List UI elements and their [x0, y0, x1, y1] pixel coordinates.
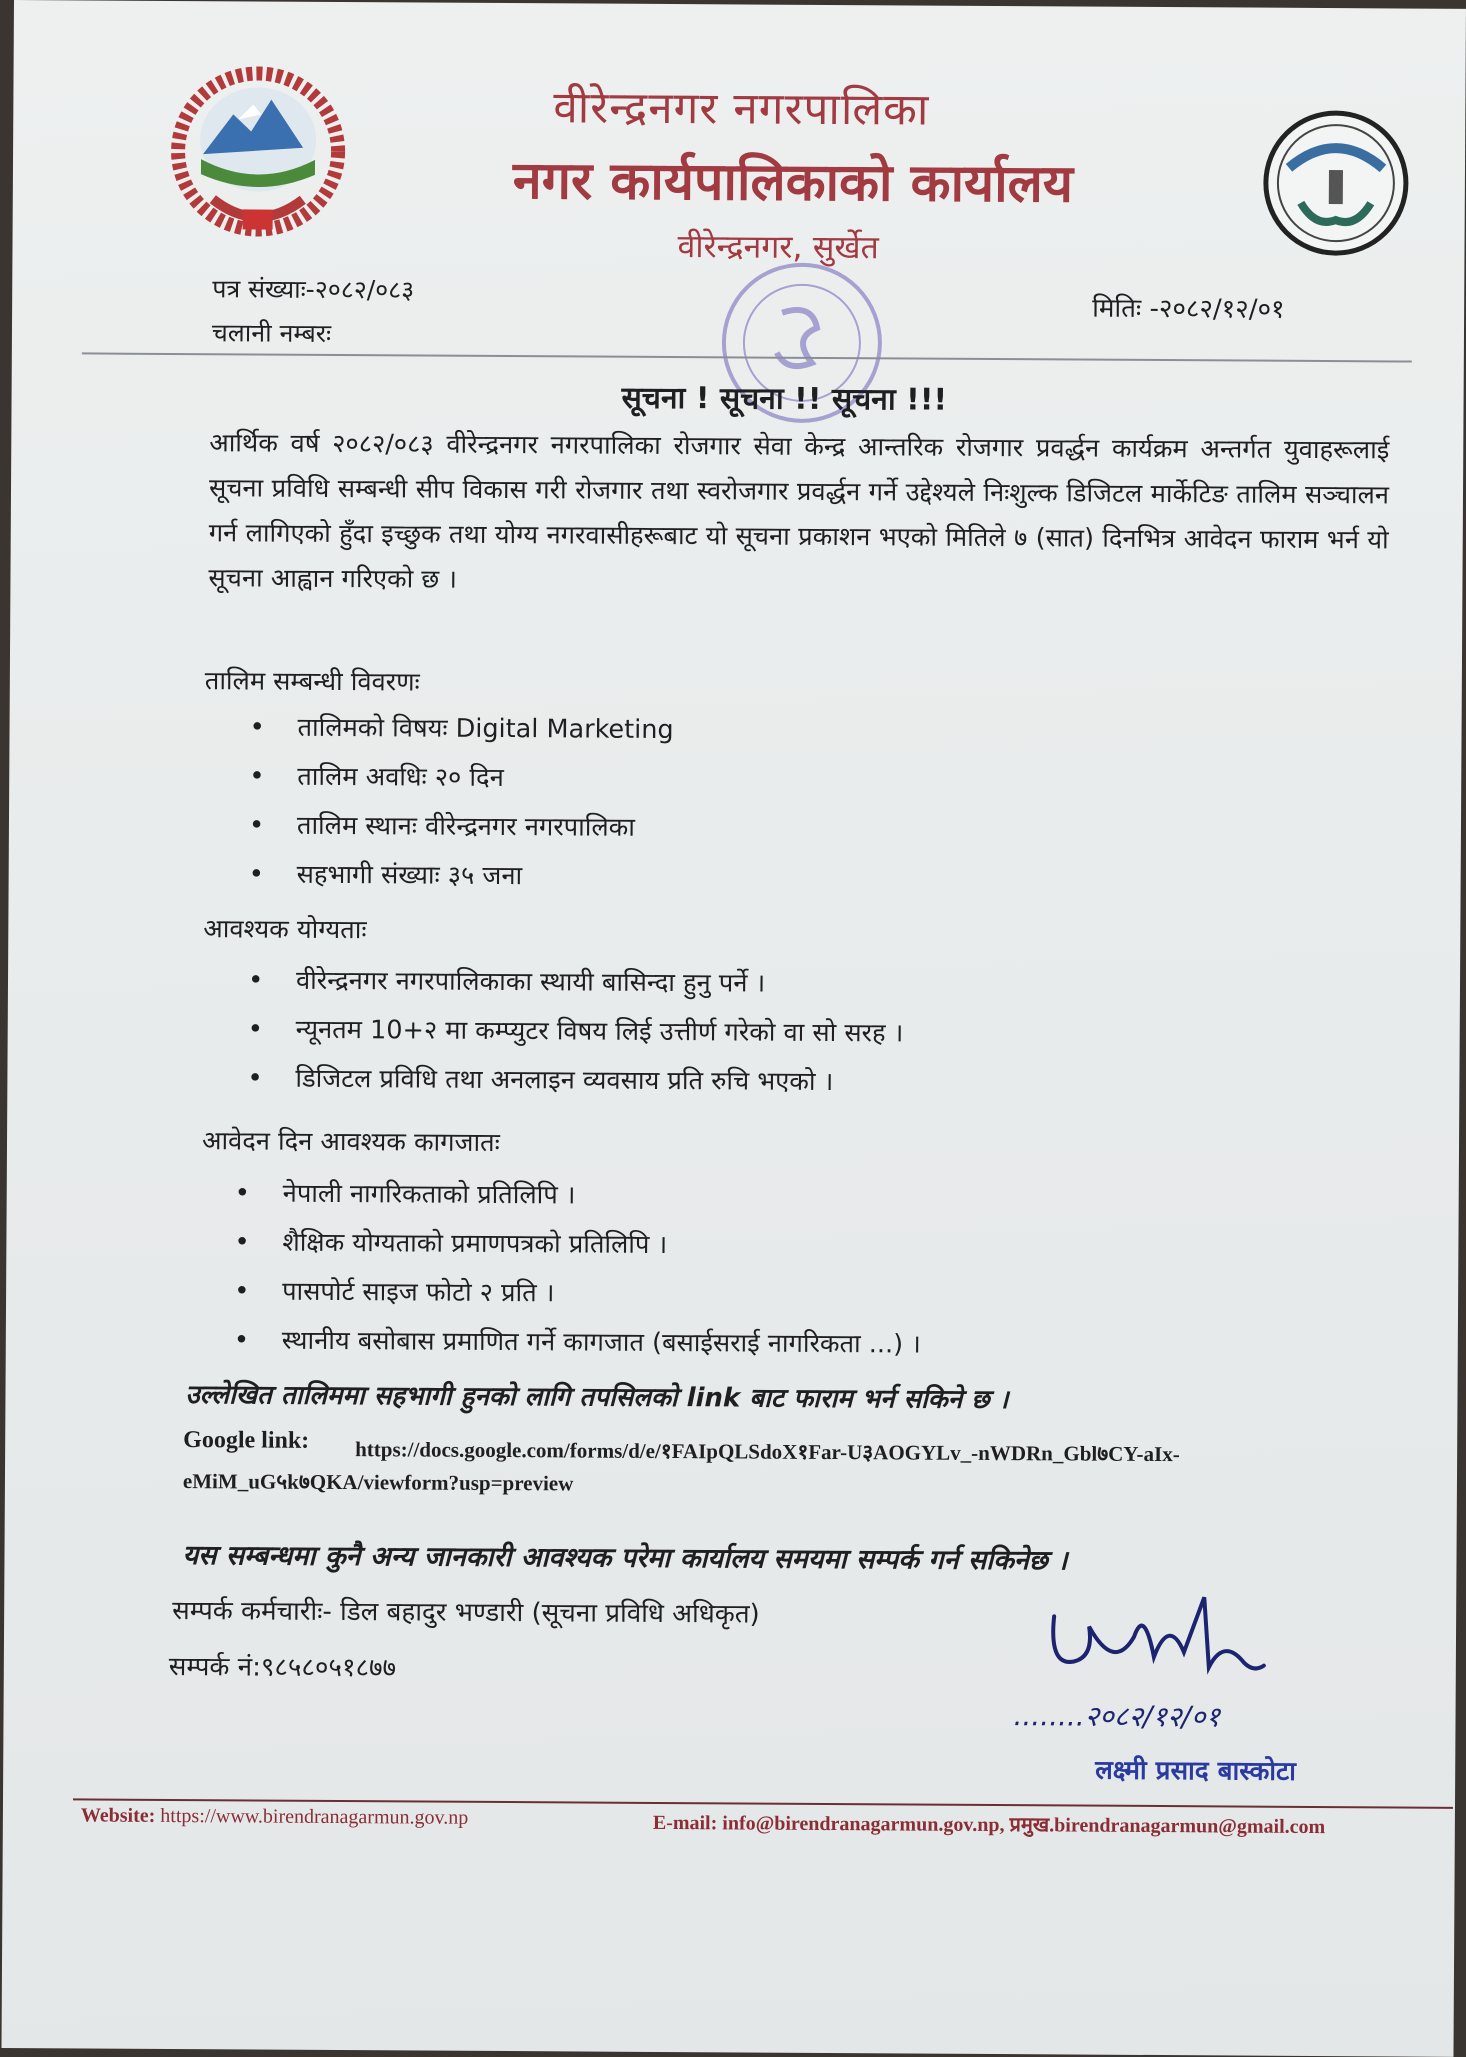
google-form-link[interactable]: https://docs.google.com/forms/d/e/१FAIpQLSdoX१Far-U३AOGYLv_-nWDRn_Gbl७CY-aIx-	[355, 1437, 1180, 1467]
list-item: • वीरेन्द्रनगर नगरपालिकाका स्थायी बासिन्दा हुनु पर्ने ।	[248, 956, 904, 1009]
documents-list	[234, 1169, 922, 1369]
footer-website	[81, 1804, 468, 1829]
google-link-label: Google link:	[183, 1427, 310, 1454]
website-link[interactable]: https://www.birendranagarmun.gov.np	[160, 1804, 469, 1829]
footer-email[interactable]: E-mail: info@birendranagarmun.gov.np, प्रमुख.birendranagarmun@gmail.com	[652, 1811, 1326, 1839]
office-location: वीरेन्द्रनगर, सुर्खेत	[677, 227, 879, 267]
list-item: • डिजिटल प्रविधि तथा अनलाइन व्यवसाय प्रति रुचि भएको ।	[247, 1054, 903, 1107]
training-list	[249, 703, 674, 902]
letter-date: मितिः -२०८२/१२/०१	[1092, 293, 1285, 325]
notice-title: सूचना ! सूचना !! सूचना !!!	[621, 380, 948, 418]
notice-document	[1, 0, 1465, 2057]
letter-number: पत्र संख्याः-२०८२/०८३	[212, 274, 415, 305]
google-form-link-cont[interactable]: eMiM_uG५k७QKA/viewform?usp=preview	[182, 1469, 574, 1496]
training-heading: तालिम सम्बन्धी विवरणः	[204, 666, 420, 698]
contact-note: यस सम्बन्धमा कुनै अन्य जानकारी आवश्यक परेमा कार्यालय समयमा सम्पर्क गर्न सकिनेछ ।	[182, 1540, 1068, 1577]
signatory-name: लक्ष्मी प्रसाद बास्कोटा	[1095, 1755, 1297, 1787]
nepal-emblem-icon	[163, 59, 354, 245]
list-item: • नेपाली नागरिकताको प्रतिलिपि ।	[235, 1169, 922, 1222]
eligibility-list	[247, 956, 904, 1107]
dispatch-number: चलानी नम्बरः	[211, 318, 332, 348]
intro-paragraph: आर्थिक वर्ष २०८२/०८३ वीरेन्द्रनगर नगरपालिका रोजगार सेवा केन्द्र आन्तरिक रोजगार प्रवर्द्धन कार्यक्रम अन्तर्गत युवाहरूलाई सूचना प्रविधि सम्बन्धी सीप विकास गरी रोजगार तथा स्वरोजगार प्रवर्द्धन गर्ने उद्देश्यले निःशुल्क डिजिटल मार्केटिङ तालिम सञ्चालन गर्न लागिएको हुँदा इच्छुक तथा योग्य नगरवासीहरूबाट यो सूचना प्रकाशन भएको मितिले ७ (सात) दिनभित्र आवेदन फाराम भर्न यो सूचना आह्वान गरिएको छ ।	[208, 428, 1390, 595]
list-item: • तालिम अवधिः २० दिन	[249, 752, 673, 804]
list-item: • न्यूनतम 10+२ मा कम्प्युटर विषय लिई उत्तीर्ण गरेको वा सो सरह ।	[248, 1005, 904, 1058]
website-label: Website:	[80, 1804, 156, 1827]
list-item: • सहभागी संख्याः ३५ जना	[249, 850, 673, 902]
list-item: • तालिम स्थानः वीरेन्द्रनगर नगरपालिका	[249, 801, 673, 853]
office-title: नगर कार्यपालिकाको कार्यालय	[512, 151, 1074, 215]
municipality-logo-icon	[1260, 108, 1411, 259]
contact-person: सम्पर्क कर्मचारीः- डिल बहादुर भण्डारी (सूचना प्रविधि अधिकृत)	[172, 1595, 760, 1630]
handwritten-signature	[1034, 1576, 1275, 1707]
link-note: उल्लेखित तालिममा सहभागी हुनको लागि तपसिलको link बाट फाराम भर्न सकिने छ ।	[185, 1380, 1009, 1416]
documents-heading: आवेदन दिन आवश्यक कागजातः	[201, 1126, 500, 1158]
contact-phone: सम्पर्क नं:९८५८०५१८७७	[168, 1651, 397, 1684]
eligibility-heading: आवश्यक योग्यताः	[203, 914, 367, 946]
list-item: • तालिमको विषयः Digital Marketing	[249, 703, 673, 755]
municipality-name: वीरेन्द्रनगर नगरपालिका	[553, 82, 930, 136]
signature-date: ........२०८२/१२/०१	[1013, 1699, 1221, 1734]
list-item: • पासपोर्ट साइज फोटो २ प्रति ।	[234, 1267, 921, 1320]
list-item: • स्थानीय बसोबास प्रमाणित गर्ने कागजात (बसाईसराई नागरिकता ...) ।	[234, 1316, 921, 1369]
list-item: • शैक्षिक योग्यताको प्रमाणपत्रको प्रतिलिपि ।	[234, 1218, 921, 1271]
